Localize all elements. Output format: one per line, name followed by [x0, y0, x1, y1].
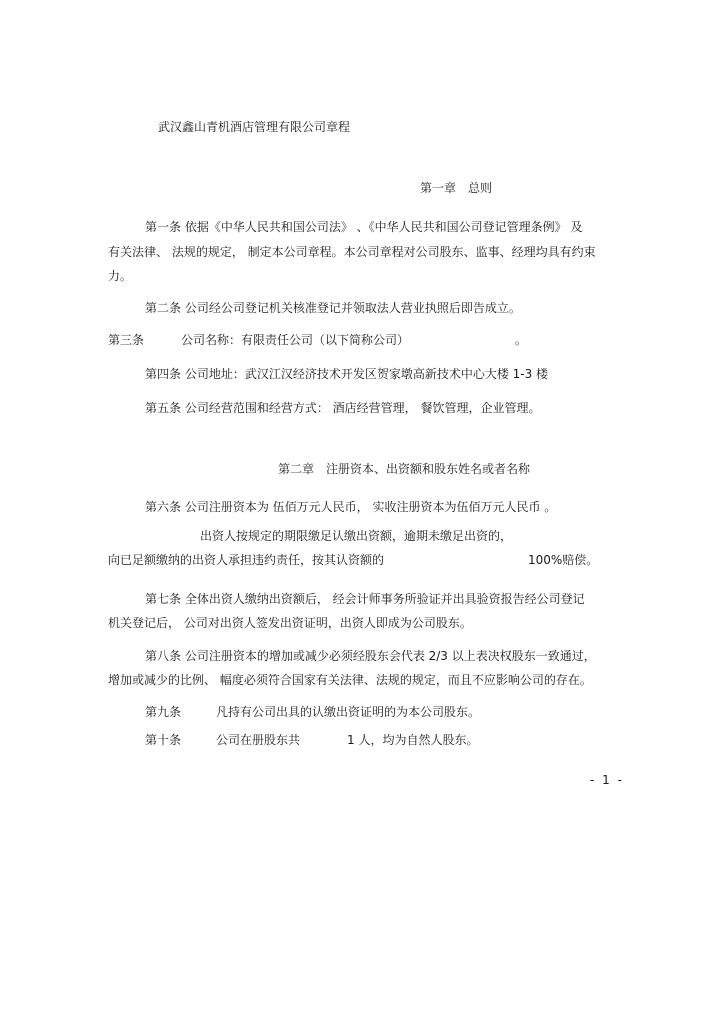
- article-6-line-1: 第六条 公司注册资本为 伍佰万元人民币， 实收注册资本为伍佰万元人民币 。: [145, 500, 557, 514]
- article-10-text: 公司在册股东共: [216, 733, 301, 747]
- article-7-line-1: 第七条 全体出资人缴纳出资额后， 经会计师事务所验证并出具验资报告经公司登记: [145, 592, 585, 606]
- chapter-2-heading: 第二章 注册资本、出资额和股东姓名或者名称: [278, 462, 531, 476]
- article-7-line-2: 机关登记后， 公司对出资人签发出资证明，出资人即成为公司股东。: [108, 616, 472, 630]
- article-3-label: 第三条: [108, 333, 145, 347]
- article-3-end: 。: [515, 333, 528, 347]
- article-6-line-2: 出资人按规定的期限缴足认缴出资额，逾期未缴足出资的，: [200, 529, 513, 543]
- article-10-text-2: 1 人，均为自然人股东。: [347, 733, 479, 747]
- article-1-line-1: 第一条 依据《中华人民共和国公司法》 、《中华人民共和国公司登记管理条例》 及: [145, 220, 583, 234]
- article-8-line-2: 增加或减少的比例、 幅度必须符合国家有关法律、法规的规定，而且不应影响公司的存在。: [108, 673, 592, 687]
- article-6-line-3-end: 100%赔偿。: [528, 553, 599, 567]
- page-number: - 1 -: [590, 773, 624, 787]
- chapter-1-heading: 第一章 总则: [420, 181, 493, 195]
- document-title: 武汉鑫山青机酒店管理有限公司章程: [158, 120, 351, 134]
- article-10-label: 第十条: [145, 733, 182, 747]
- article-9-label: 第九条: [145, 705, 182, 719]
- article-6-line-3: 向已足额缴纳的出资人承担违约责任，按其认资额的: [108, 553, 385, 567]
- article-2: 第二条 公司经公司登记机关核准登记并领取法人营业执照后即告成立。: [145, 301, 521, 315]
- article-4: 第四条 公司地址：武汉江汉经济技术开发区贺家墩高新技术中心大楼 1-3 楼: [145, 367, 549, 381]
- article-5: 第五条 公司经营范围和经营方式： 酒店经营管理， 餐饮管理，企业管理。: [145, 401, 541, 415]
- article-3-text: 公司名称：有限责任公司（以下简称公司）: [181, 333, 410, 347]
- article-1-line-2: 有关法律、 法规的规定， 制定本公司章程。本公司章程对公司股东、监事、经理均具有约束: [108, 245, 596, 259]
- article-8-line-1: 第八条 公司注册资本的增加或减少必须经股东会代表 2/3 以上表决权股东一致通过，: [145, 649, 596, 663]
- article-1-line-3: 力。: [108, 269, 133, 283]
- article-9-text: 凡持有公司出具的认缴出资证明的为本公司股东。: [216, 705, 481, 719]
